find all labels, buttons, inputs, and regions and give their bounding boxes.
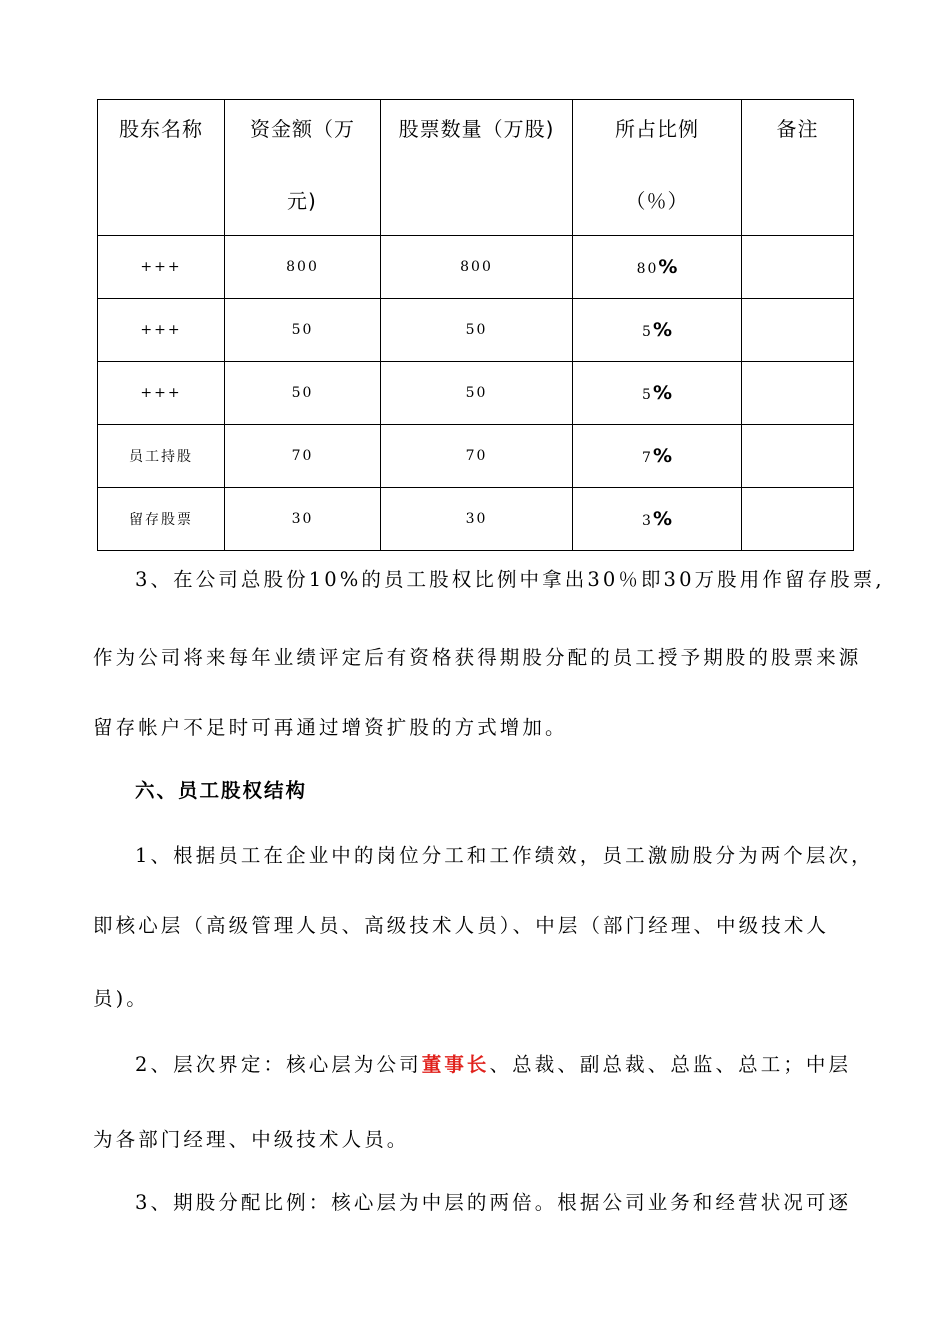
- cell-capital: 50: [225, 362, 381, 425]
- section-6-item-2-line-1: 2、层次界定：核心层为公司董事长、总裁、副总裁、总监、总工；中层: [135, 1053, 852, 1076]
- paragraph-3-line-3: 留存帐户不足时可再通过增资扩股的方式增加。: [93, 716, 568, 739]
- table-row: [98, 362, 854, 425]
- cell-capital: 800: [225, 236, 381, 299]
- section-6-item-1-line-3: 员)。: [93, 987, 149, 1010]
- cell-name: 员工持股: [98, 425, 225, 488]
- header-capital: 资金额（万 元): [225, 100, 381, 236]
- cell-percentage: 3%: [573, 488, 742, 551]
- cell-name: +++: [98, 299, 225, 362]
- paragraph-3-line-2: 作为公司将来每年业绩评定后有资格获得期股分配的员工授予期股的股票来源: [93, 646, 862, 669]
- header-share-count: 股票数量（万股): [381, 100, 573, 236]
- cell-capital: 70: [225, 425, 381, 488]
- cell-percentage: 7%: [573, 425, 742, 488]
- cell-note: [742, 236, 854, 299]
- shareholder-table: [97, 99, 854, 551]
- cell-percentage: 80%: [573, 236, 742, 299]
- table-row: [98, 299, 854, 362]
- cell-shares: 70: [381, 425, 573, 488]
- section-6-item-1-line-1: 1、根据员工在企业中的岗位分工和工作绩效，员工激励股分为两个层次，: [135, 844, 874, 867]
- cell-name: 留存股票: [98, 488, 225, 551]
- table-header-row: [98, 100, 854, 236]
- table-row: [98, 488, 854, 551]
- cell-percentage: 5%: [573, 362, 742, 425]
- header-remarks: 备注: [742, 100, 854, 236]
- cell-name: +++: [98, 236, 225, 299]
- cell-percentage: 5%: [573, 299, 742, 362]
- cell-shares: 50: [381, 362, 573, 425]
- table-row: [98, 236, 854, 299]
- cell-name: +++: [98, 362, 225, 425]
- cell-shares: 50: [381, 299, 573, 362]
- header-percentage: 所占比例 （％）: [573, 100, 742, 236]
- section-6-heading: 六、员工股权结构: [135, 779, 308, 802]
- cell-capital: 30: [225, 488, 381, 551]
- cell-note: [742, 488, 854, 551]
- cell-shares: 30: [381, 488, 573, 551]
- cell-note: [742, 299, 854, 362]
- header-shareholder-name: 股东名称: [98, 100, 225, 236]
- section-6-item-1-line-2: 即核心层（高级管理人员、高级技术人员）、中层（部门经理、中级技术人: [93, 914, 830, 937]
- section-6-item-3-line-1: 3、期股分配比例：核心层为中层的两倍。根据公司业务和经营状况可逐: [135, 1191, 852, 1214]
- table-row: [98, 425, 854, 488]
- cell-shares: 800: [381, 236, 573, 299]
- paragraph-3-line-1: 3、在公司总股份10%的员工股权比例中拿出30％即30万股用作留存股票,: [135, 568, 885, 591]
- cell-capital: 50: [225, 299, 381, 362]
- section-6-item-2-line-2: 为各部门经理、中级技术人员。: [93, 1128, 410, 1151]
- cell-note: [742, 362, 854, 425]
- highlighted-text: 董事长: [421, 1053, 490, 1076]
- cell-note: [742, 425, 854, 488]
